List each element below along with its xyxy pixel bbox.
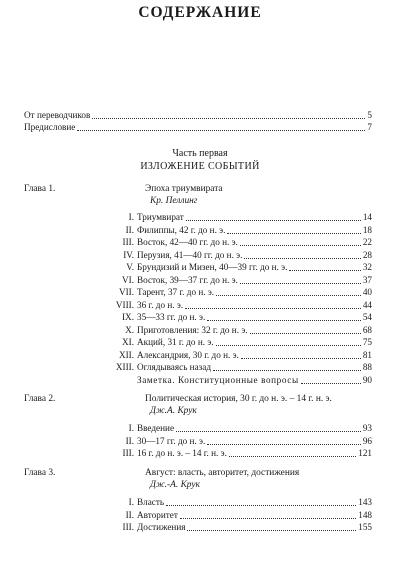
section-title: 16 г. до н. э. – 14 г. н. э. [137, 448, 227, 458]
toc-entry-page: 7 [367, 122, 372, 132]
section-title: Достижения [137, 522, 186, 532]
section-number: III. [122, 448, 134, 458]
toc-section[interactable] [96, 224, 372, 236]
section-page: 75 [362, 337, 372, 347]
section-page: 14 [362, 212, 372, 222]
section-number: II. [125, 224, 134, 235]
section-title: 36 г. до н. э. [137, 299, 184, 310]
section-page: 93 [362, 423, 372, 433]
section-page: 40 [362, 287, 372, 297]
section-page: 18 [362, 224, 372, 235]
section-page: 148 [358, 509, 372, 520]
section-page: 22 [362, 237, 372, 247]
toc-entry-label: От переводчиков [24, 110, 91, 120]
toc-section[interactable] [96, 447, 372, 459]
toc-section[interactable] [96, 422, 372, 434]
part-label: Часть первая [172, 148, 228, 159]
chapter-author: Дж.А. Крук [150, 406, 197, 416]
toc-section[interactable] [96, 299, 372, 311]
chapter-label: Глава 1. [24, 184, 56, 194]
section-page: 37 [362, 274, 372, 285]
chapter-title[interactable]: Эпоха триумвирата [145, 184, 223, 194]
toc-entry-translators[interactable] [24, 109, 372, 121]
section-page: 68 [362, 324, 372, 335]
toc-entry-page: 5 [367, 110, 372, 120]
section-title: Власть [137, 497, 165, 507]
section-page: 44 [362, 299, 372, 310]
section-number: I. [128, 212, 134, 222]
toc-section[interactable] [96, 361, 372, 373]
leader-dots [216, 337, 361, 346]
leader-dots [241, 350, 361, 359]
leader-dots [186, 212, 361, 221]
section-title: Введение [137, 423, 175, 433]
toc-section[interactable] [96, 311, 372, 323]
part-title: ИЗЛОЖЕНИЕ СОБЫТИЙ [140, 161, 260, 172]
toc-section[interactable] [96, 324, 372, 336]
section-title: Акций, 31 г. до н. э. [137, 337, 214, 347]
section-title: Александрия, 30 г. до н. э. [137, 349, 239, 360]
section-number: I. [128, 423, 134, 433]
toc-section[interactable] [96, 211, 372, 223]
section-title: Приготовления: 32 г. до н. э. [137, 324, 248, 335]
section-title: Брундизий и Мизен, 40—39 гг. до н. э. [137, 262, 288, 272]
section-number: X. [125, 324, 134, 335]
leader-dots [227, 225, 360, 234]
section-number: XI. [122, 337, 134, 347]
section-title: Восток, 39—37 гг. до н. э. [137, 274, 238, 285]
section-number: VIII. [115, 299, 134, 310]
toc-section[interactable] [96, 274, 372, 286]
leader-dots [240, 237, 361, 246]
section-title: Заметка. Конституционные вопросы [137, 374, 299, 385]
leader-dots [301, 375, 361, 384]
section-title: Перузия, 41—40 гг. до н. э. [137, 249, 243, 260]
page-title: СОДЕРЖАНИЕ [138, 4, 262, 21]
leader-dots [216, 287, 361, 296]
section-number: VI. [122, 274, 134, 285]
leader-dots [92, 110, 365, 119]
toc-section[interactable] [96, 496, 372, 508]
chapter-title[interactable]: Политическая история, 30 г. до н. э. – 14 г. н. э. [145, 394, 332, 404]
leader-dots [207, 312, 361, 321]
leader-dots [185, 300, 361, 309]
section-title: Восток, 42—40 гг. до н. э. [137, 237, 238, 247]
section-title: 35—33 гг. до н. э. [137, 312, 206, 322]
section-title: 30—17 гг. до н. э. [137, 435, 206, 446]
section-page: 90 [362, 374, 372, 385]
leader-dots [240, 275, 361, 284]
leader-dots [207, 436, 361, 445]
section-title: Авторитет [137, 509, 178, 520]
section-page: 121 [358, 448, 372, 458]
section-page: 155 [358, 522, 372, 532]
section-page: 54 [362, 312, 372, 322]
section-page: 96 [362, 435, 372, 446]
section-number: IX. [122, 312, 134, 322]
section-number: V. [126, 262, 134, 272]
toc-section[interactable] [96, 521, 372, 533]
toc-entry-label: Предисловие [24, 122, 76, 132]
chapter-author: Кр. Пеллинг [150, 196, 198, 206]
toc-section[interactable] [96, 286, 372, 298]
toc-section[interactable] [96, 435, 372, 447]
leader-dots [244, 250, 360, 259]
leader-dots [213, 362, 361, 371]
section-number: III. [122, 522, 134, 532]
chapter-label: Глава 2. [24, 394, 56, 404]
toc-section[interactable] [96, 249, 372, 261]
section-page: 81 [362, 349, 372, 360]
section-number: XIII. [115, 362, 134, 372]
section-page: 32 [362, 262, 372, 272]
toc-section[interactable] [96, 236, 372, 248]
toc-entry-preface[interactable] [24, 121, 372, 133]
leader-dots [229, 448, 356, 457]
toc-section[interactable] [96, 509, 372, 521]
section-number: I. [128, 497, 134, 507]
section-number: IV. [123, 249, 134, 260]
section-title: Филиппы, 42 г. до н. э. [137, 224, 226, 235]
leader-dots [77, 122, 365, 131]
chapter-author: Дж.-А. Крук [150, 480, 200, 490]
leader-dots [250, 325, 361, 334]
leader-dots [180, 510, 356, 519]
leader-dots [166, 497, 356, 506]
section-page: 88 [362, 362, 372, 372]
section-number: XII. [118, 349, 134, 360]
toc-section[interactable] [96, 336, 372, 348]
chapter-label: Глава 3. [24, 468, 56, 478]
section-number: III. [122, 237, 134, 247]
chapter-title[interactable]: Август: власть, авторитет, достижения [145, 468, 300, 478]
section-title: Оглядываясь назад [137, 362, 212, 372]
toc-section-note[interactable] [96, 374, 372, 386]
leader-dots [289, 262, 360, 271]
toc-section[interactable] [96, 261, 372, 273]
section-number: II. [125, 435, 134, 446]
section-page: 143 [358, 497, 372, 507]
section-title: Тарент, 37 г. до н. э. [137, 287, 215, 297]
leader-dots [187, 522, 356, 531]
leader-dots [176, 423, 361, 432]
toc-section[interactable] [96, 349, 372, 361]
section-number: VII. [118, 287, 134, 297]
section-number: II. [125, 509, 134, 520]
section-page: 28 [362, 249, 372, 260]
section-title: Триумвират [137, 212, 184, 222]
